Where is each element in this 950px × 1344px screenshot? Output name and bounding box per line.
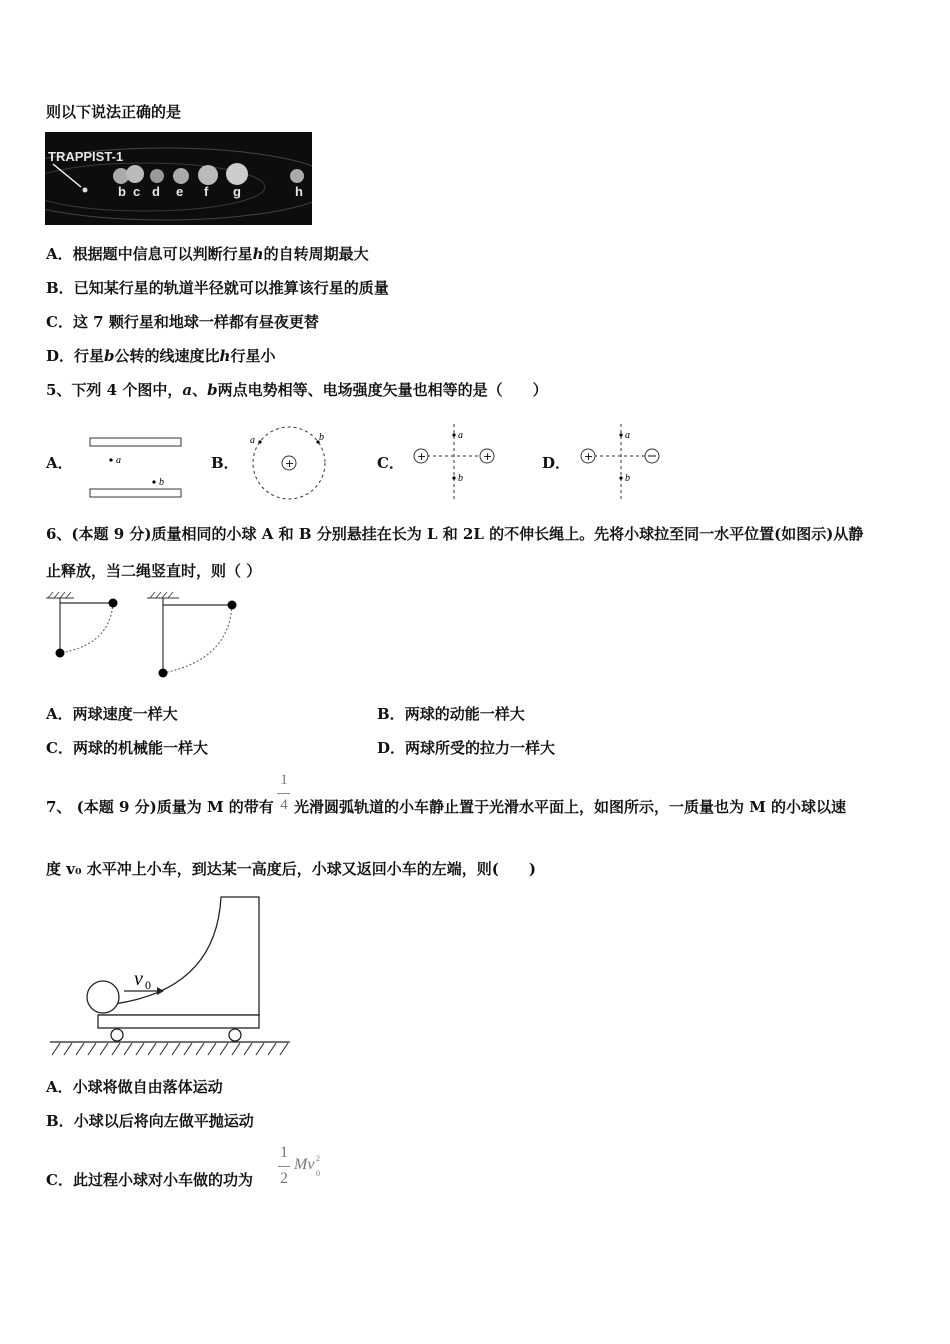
q7-frac-num: 1 [280,772,288,788]
q6-stem-line2: 止释放，当二绳竖直时，则（ ） [46,562,262,580]
q7-c-frac-bar [278,1166,290,1167]
planet-g: g [233,184,241,199]
q7-stem-prefix: 7、 (本题 9 分)质量为 M 的带有 [46,798,274,816]
q7-option-b: B．小球以后将向左做平抛运动 [46,1112,254,1130]
q7-stem-suffix: 光滑圆弧轨道的小车静止置于光滑水平面上，如图所示，一质量也为 M 的小球以速 [294,798,847,816]
q5-fig-d-opposite-charges [572,422,672,504]
q7-c-expr-sub: 0 [316,1169,320,1178]
q5-fig-c-like-charges [405,422,505,504]
svg-text:+: + [584,450,594,463]
q7-c-frac-num: 1 [280,1144,288,1161]
svg-text:a: a [458,430,463,441]
star-icon [83,188,88,193]
q7-c-expr-sup: 2 [316,1154,320,1163]
q4-option-c: C．这 7 颗行星和地球一样都有昼夜更替 [46,313,319,331]
planet-e: e [176,184,184,199]
svg-text:a: a [625,430,630,441]
q4-option-d: D．行星b公转的线速度比h行星小 [46,347,276,365]
q7-option-a: A．小球将做自由落体运动 [46,1078,223,1096]
trappist-figure [45,132,312,225]
trappist-title: TRAPPIST-1 [48,149,124,164]
q5-fig-a-plates [88,433,184,503]
planet-h: h [295,184,303,199]
q6-option-d: D．两球所受的拉力一样大 [377,739,556,757]
q7-c-expr: Mv [294,1156,315,1173]
q5-label-c: C． [377,454,404,472]
q5-fig-b-circle [245,425,335,503]
svg-text:+: + [417,450,427,463]
svg-text:+: + [483,450,493,463]
svg-text:a: a [250,435,255,446]
q4-option-b: B．已知某行星的轨道半径就可以推算该行星的质量 [46,279,389,297]
planet-d: d [152,184,160,199]
q7-cart-figure [46,893,292,1059]
q6-option-b: B．两球的动能一样大 [377,705,525,723]
svg-text:b: b [319,432,324,443]
q6-pendulum-figure [44,590,244,682]
q7-c-frac-den: 2 [280,1170,288,1187]
q7-frac-den: 4 [280,797,288,813]
q5-label-b: B． [211,454,239,472]
intro-text: 则以下说法正确的是 [46,103,182,121]
q6-option-a: A．两球速度一样大 [46,705,178,723]
q7-stem-line2: 度 v₀ 水平冲上小车，到达某一高度后，小球又返回小车的左端，则( ) [46,860,536,878]
svg-text:b: b [159,477,164,488]
q7-option-c: C．此过程小球对小车做的功为 [46,1171,253,1189]
q5-label-d: D． [542,454,571,472]
svg-text:b: b [458,473,463,484]
q5-label-a: A． [46,454,73,472]
q6-option-c: C．两球的机械能一样大 [46,739,208,757]
svg-text:a: a [116,455,121,466]
q4-option-a: A．根据题中信息可以判断行星h的自转周期最大 [46,245,369,263]
q7-frac-bar [277,793,290,794]
planet-b: b [118,184,126,199]
planet-c: c [133,184,141,199]
v0-subscript: 0 [145,978,151,992]
svg-text:b: b [625,473,630,484]
planet-f: f [204,184,209,199]
q5-stem: 5、下列 4 个图中，a、b两点电势相等、电场强度矢量也相等的是（ ） [46,381,548,399]
q6-stem-line1: 6、(本题 9 分)质量相同的小球 A 和 B 分别悬挂在长为 L 和 2L 的不伸长绳上。先将小球拉至同一水平位置(如图示)从静 [46,525,864,543]
svg-text:+: + [285,457,295,470]
v0-label: v [134,968,143,990]
